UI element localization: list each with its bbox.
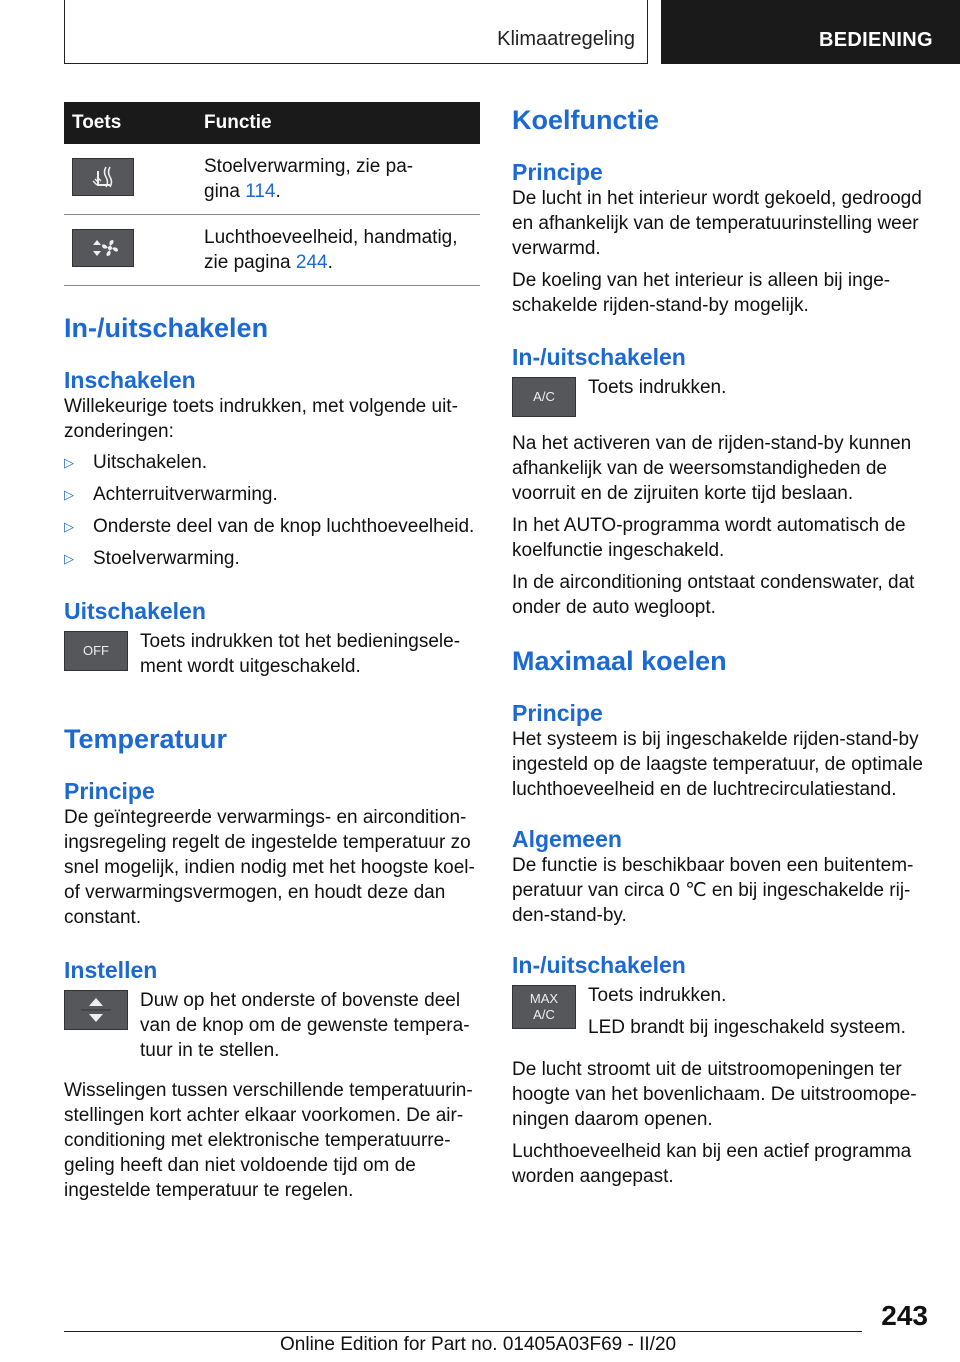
heading-onoff: In-/uitschakelen [512, 952, 686, 978]
table-row: Stoelverwarming, zie pa- gina 114. [64, 144, 480, 215]
footer-divider [64, 1331, 862, 1332]
max-ac-button-icon: MAX A/C [512, 985, 576, 1029]
list-item: ▷ Stoelverwarming. [64, 548, 240, 569]
ac-text: Toets indrukken. [588, 377, 727, 398]
max-text-2: De lucht stroomt uit de uitstroomopeningen ter hoogte van het bovenlichaam. De uitstroomope- ningen daarom openen. [512, 1059, 917, 1130]
temperature-updown-icon [64, 990, 128, 1030]
max-text-b: LED brandt bij ingeschakeld systeem. [588, 1017, 906, 1038]
left-column [64, 102, 480, 1203]
header-section-title: Klimaatregeling [497, 28, 635, 50]
table-text: Stoelverwarming, zie pa- gina [204, 156, 414, 202]
table-row: Luchthoeveelheid, handmatig, zie pagina 244. [64, 215, 480, 286]
table-header-function: Functie [196, 102, 480, 144]
ac-instruction [512, 375, 930, 419]
list-item: ▷ Achterruitverwarming. [64, 484, 278, 505]
table-text: Luchthoeveelheid, handmatig, zie pagina [204, 227, 458, 273]
seat-heating-icon [72, 158, 134, 196]
set-instruction [64, 988, 480, 1063]
max-text-1: Het systeem is bij ingeschakelde rijden-stand-by ingesteld op de laagste temperatuur, de optimale luchthoeveelheid en de luchtrecirculatiestand. [512, 729, 923, 800]
heading-off: Uitschakelen [64, 598, 206, 624]
page-link[interactable]: 244 [295, 252, 328, 273]
cool-text-1: De lucht in het interieur wordt gekoeld, gedroogd en afhankelijk van de temperatuurinstelling weer verwarmd. [512, 188, 922, 259]
on-text: Willekeurige toets indrukken, met volgende uit- zonderingen: [64, 396, 458, 442]
table-header-key: Toets [64, 102, 196, 144]
heading-on: Inschakelen [64, 367, 196, 393]
header-section-box [64, 0, 648, 64]
list-item: ▷ Onderste deel van de knop luchthoeveelheid. [64, 516, 475, 537]
right-column [512, 102, 930, 1189]
heading-principle: Principe [64, 778, 155, 804]
heading-cooling: Koelfunctie [512, 105, 660, 135]
heading-general: Algemeen [512, 826, 622, 852]
max-text-3: Luchthoeveelheid kan bij een actief programma worden aangepast. [512, 1141, 912, 1187]
fan-airflow-icon [72, 229, 134, 267]
triangle-bullet-icon: ▷ [64, 551, 74, 566]
max-text-a: Toets indrukken. [588, 985, 727, 1006]
page-number: 243 [881, 1300, 928, 1331]
ac-text-1: Na het activeren van de rijden-stand-by kunnen afhankelijk van de weersomstandigheden de voorruit en de zijruiten korte tijd beslaan. [512, 433, 912, 504]
set-text: Duw op het onderste of bovenste deel van de knop om de gewenste tempera- tuur in te stellen. [140, 990, 470, 1061]
max-ac-instruction [512, 983, 930, 1041]
footer-edition: Online Edition for Part no. 01405A03F69 - II/20 [280, 1334, 677, 1355]
off-button-icon: OFF [64, 631, 128, 671]
page-link[interactable]: 114 [245, 181, 276, 202]
header-chapter-title: BEDIENING [819, 29, 933, 51]
ac-text-3: In de airconditioning ontstaat condenswater, dat onder de auto wegloopt. [512, 572, 915, 618]
heading-principle: Principe [512, 700, 603, 726]
triangle-bullet-icon: ▷ [64, 455, 74, 470]
triangle-bullet-icon: ▷ [64, 487, 74, 502]
off-text: Toets indrukken tot het bedieningsele- ment wordt uitgeschakeld. [140, 631, 461, 677]
heading-onoff: In-/uitschakelen [64, 313, 269, 343]
heading-max-cooling: Maximaal koelen [512, 646, 727, 676]
heading-principle: Principe [512, 159, 603, 185]
exception-list [64, 450, 480, 571]
heading-set: Instellen [64, 957, 158, 983]
temperature-text: De geïntegreerde verwarmings- en aircondition- ingsregeling regelt de ingestelde temperatuur zo snel mogelijk, indien nodig met het hoogste koel- of verwarmingsvermogen, en houdt deze dan constant. [64, 807, 475, 928]
header-chapter-box [661, 0, 960, 64]
ac-text-2: In het AUTO-programma wordt automatisch de koelfunctie ingeschakeld. [512, 515, 906, 561]
heading-onoff: In-/uitschakelen [512, 344, 686, 370]
set-text-2: Wisselingen tussen verschillende temperatuurin- stellingen kort achter elkaar voorkomen. De air- conditioning met elektronische temperatuurre- geling heeft dan niet voldoende tijd om de ingestelde temperatuur te regelen. [64, 1080, 473, 1201]
list-item: ▷ Uitschakelen. [64, 452, 208, 473]
general-text: De functie is beschikbaar boven een buitentem- peratuur van circa 0 ℃ en bij ingeschakelde rij- den-stand-by. [512, 855, 914, 926]
triangle-bullet-icon: ▷ [64, 519, 74, 534]
heading-temperature: Temperatuur [64, 724, 228, 754]
key-function-table [64, 102, 480, 286]
cool-text-2: De koeling van het interieur is alleen bij inge- schakelde rijden-stand-by mogelijk. [512, 270, 891, 316]
off-instruction [64, 629, 480, 679]
ac-button-icon: A/C [512, 377, 576, 417]
